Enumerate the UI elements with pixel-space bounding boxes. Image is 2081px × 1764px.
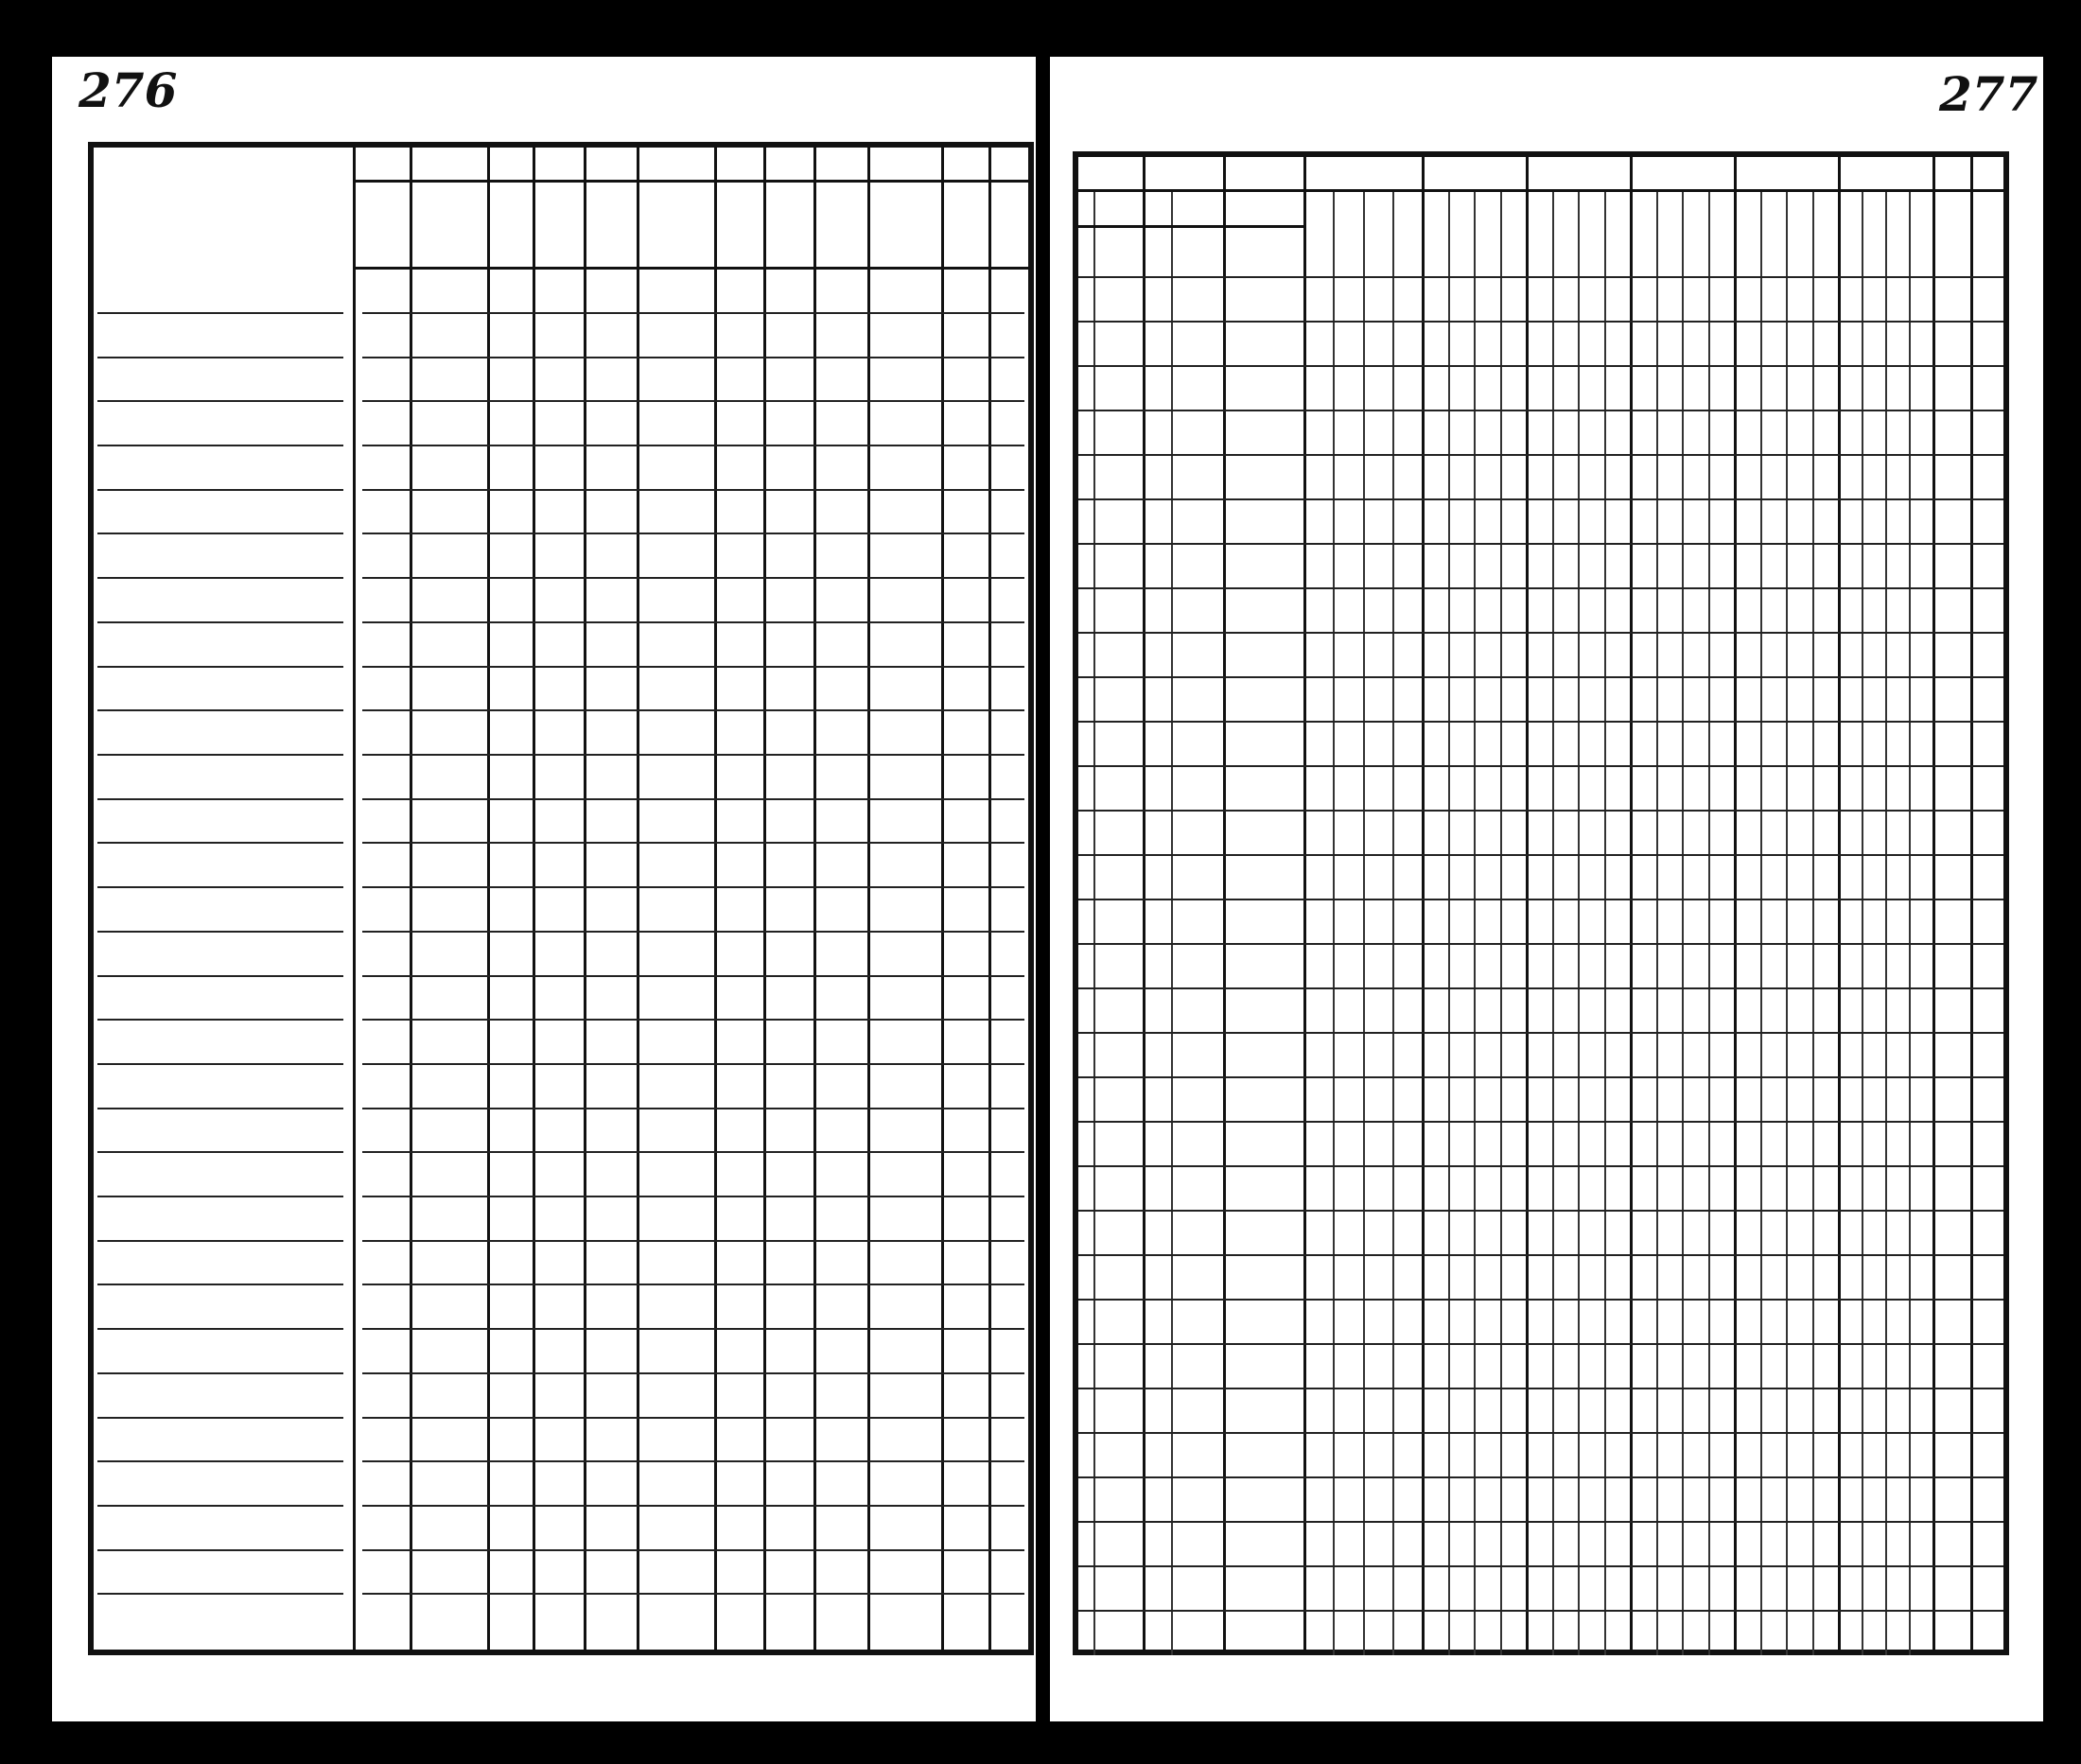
row-rule	[1078, 276, 2003, 278]
column-divider	[941, 142, 944, 1655]
row-rule	[97, 1240, 343, 1242]
row-rule	[1078, 1121, 2003, 1123]
row-rule	[97, 666, 343, 668]
row-rule	[97, 1417, 343, 1419]
row-rule	[362, 621, 1024, 623]
row-rule	[362, 1460, 1024, 1462]
header-rule	[1073, 189, 2009, 192]
row-rule	[1078, 1343, 2003, 1345]
row-rule	[1078, 1432, 2003, 1434]
row-rule	[362, 1372, 1024, 1374]
row-rule	[97, 357, 343, 358]
row-rule	[362, 1417, 1024, 1419]
row-rule	[362, 1240, 1024, 1242]
row-rule	[362, 489, 1024, 491]
row-rule	[1078, 765, 2003, 767]
row-rule	[362, 1196, 1024, 1197]
right-register-table	[1073, 151, 2009, 1655]
page-number-right: 277	[1939, 66, 2038, 122]
column-divider	[584, 142, 586, 1655]
row-rule	[362, 666, 1024, 668]
row-rule	[97, 621, 343, 623]
row-rule	[1078, 1032, 2003, 1034]
column-divider	[1734, 151, 1737, 1655]
row-rule	[362, 357, 1024, 358]
right-page	[1050, 57, 2043, 1721]
row-rule	[362, 1549, 1024, 1551]
row-rule	[97, 1372, 343, 1374]
row-rule	[362, 400, 1024, 402]
row-rule	[97, 1151, 343, 1153]
row-rule	[1078, 321, 2003, 323]
row-rule	[97, 975, 343, 977]
row-rule	[1078, 899, 2003, 900]
left-page	[52, 57, 1036, 1721]
column-divider	[1970, 151, 1973, 1655]
row-rule	[362, 533, 1024, 534]
column-divider	[1223, 151, 1226, 1655]
row-rule	[362, 445, 1024, 446]
row-rule	[97, 754, 343, 756]
row-rule	[1078, 1565, 2003, 1567]
row-rule	[1078, 1610, 2003, 1612]
column-divider	[813, 142, 816, 1655]
row-rule	[362, 842, 1024, 844]
left-register-table	[88, 142, 1034, 1655]
column-divider	[487, 142, 490, 1655]
row-rule	[362, 1151, 1024, 1153]
row-rule	[97, 842, 343, 844]
row-rule	[362, 1505, 1024, 1507]
row-rule	[362, 312, 1024, 314]
row-rule	[1078, 721, 2003, 723]
column-divider	[1143, 151, 1145, 1655]
column-divider	[637, 142, 639, 1655]
row-rule	[1078, 676, 2003, 678]
column-divider	[714, 142, 717, 1655]
row-rule	[362, 886, 1024, 888]
column-divider	[1932, 151, 1935, 1655]
row-rule	[1078, 1521, 2003, 1523]
column-divider	[1838, 151, 1841, 1655]
row-rule	[97, 1328, 343, 1330]
row-rule	[97, 577, 343, 579]
subheader-rule	[353, 267, 1034, 270]
row-rule	[97, 1549, 343, 1551]
row-rule	[97, 1284, 343, 1285]
row-rule	[362, 754, 1024, 756]
row-rule	[1078, 1254, 2003, 1256]
row-rule	[1078, 365, 2003, 367]
row-rule	[1078, 943, 2003, 945]
column-divider	[1526, 151, 1529, 1655]
row-rule	[1078, 1165, 2003, 1167]
page-number-left: 276	[79, 62, 178, 118]
row-rule	[1078, 498, 2003, 500]
column-divider	[988, 142, 991, 1655]
column-divider	[763, 142, 766, 1655]
row-rule	[97, 798, 343, 800]
column-divider	[1630, 151, 1633, 1655]
row-rule	[362, 1108, 1024, 1109]
row-rule	[97, 400, 343, 402]
row-rule	[362, 1284, 1024, 1285]
row-rule	[1078, 810, 2003, 812]
row-rule	[97, 709, 343, 711]
row-rule	[1078, 632, 2003, 634]
row-rule	[362, 1593, 1024, 1595]
row-rule	[97, 886, 343, 888]
column-divider	[1303, 151, 1306, 1655]
row-rule	[1078, 543, 2003, 545]
row-rule	[97, 312, 343, 314]
row-rule	[1078, 587, 2003, 589]
row-rule	[1078, 1076, 2003, 1078]
row-rule	[97, 489, 343, 491]
row-rule	[362, 1019, 1024, 1021]
column-divider	[867, 142, 870, 1655]
row-rule	[362, 1328, 1024, 1330]
row-rule	[362, 1063, 1024, 1065]
row-rule	[97, 445, 343, 446]
row-rule	[97, 1019, 343, 1021]
column-divider	[533, 142, 535, 1655]
subheader-rule	[1073, 225, 1303, 228]
column-divider	[410, 142, 412, 1655]
row-rule	[97, 1593, 343, 1595]
row-rule	[1078, 410, 2003, 411]
row-rule	[362, 577, 1024, 579]
row-rule	[1078, 987, 2003, 989]
row-rule	[97, 533, 343, 534]
header-rule	[353, 180, 1034, 183]
row-rule	[97, 1505, 343, 1507]
column-divider	[353, 142, 356, 1655]
row-rule	[362, 709, 1024, 711]
row-rule	[362, 798, 1024, 800]
row-rule	[1078, 454, 2003, 456]
column-divider	[1422, 151, 1425, 1655]
row-rule	[1078, 1388, 2003, 1389]
row-rule	[97, 1108, 343, 1109]
row-rule	[1078, 854, 2003, 856]
row-rule	[362, 931, 1024, 933]
row-rule	[1078, 1299, 2003, 1301]
row-rule	[97, 1063, 343, 1065]
row-rule	[97, 1196, 343, 1197]
row-rule	[362, 975, 1024, 977]
row-rule	[1078, 1476, 2003, 1478]
row-rule	[97, 1460, 343, 1462]
row-rule	[97, 931, 343, 933]
row-rule	[1078, 1210, 2003, 1212]
